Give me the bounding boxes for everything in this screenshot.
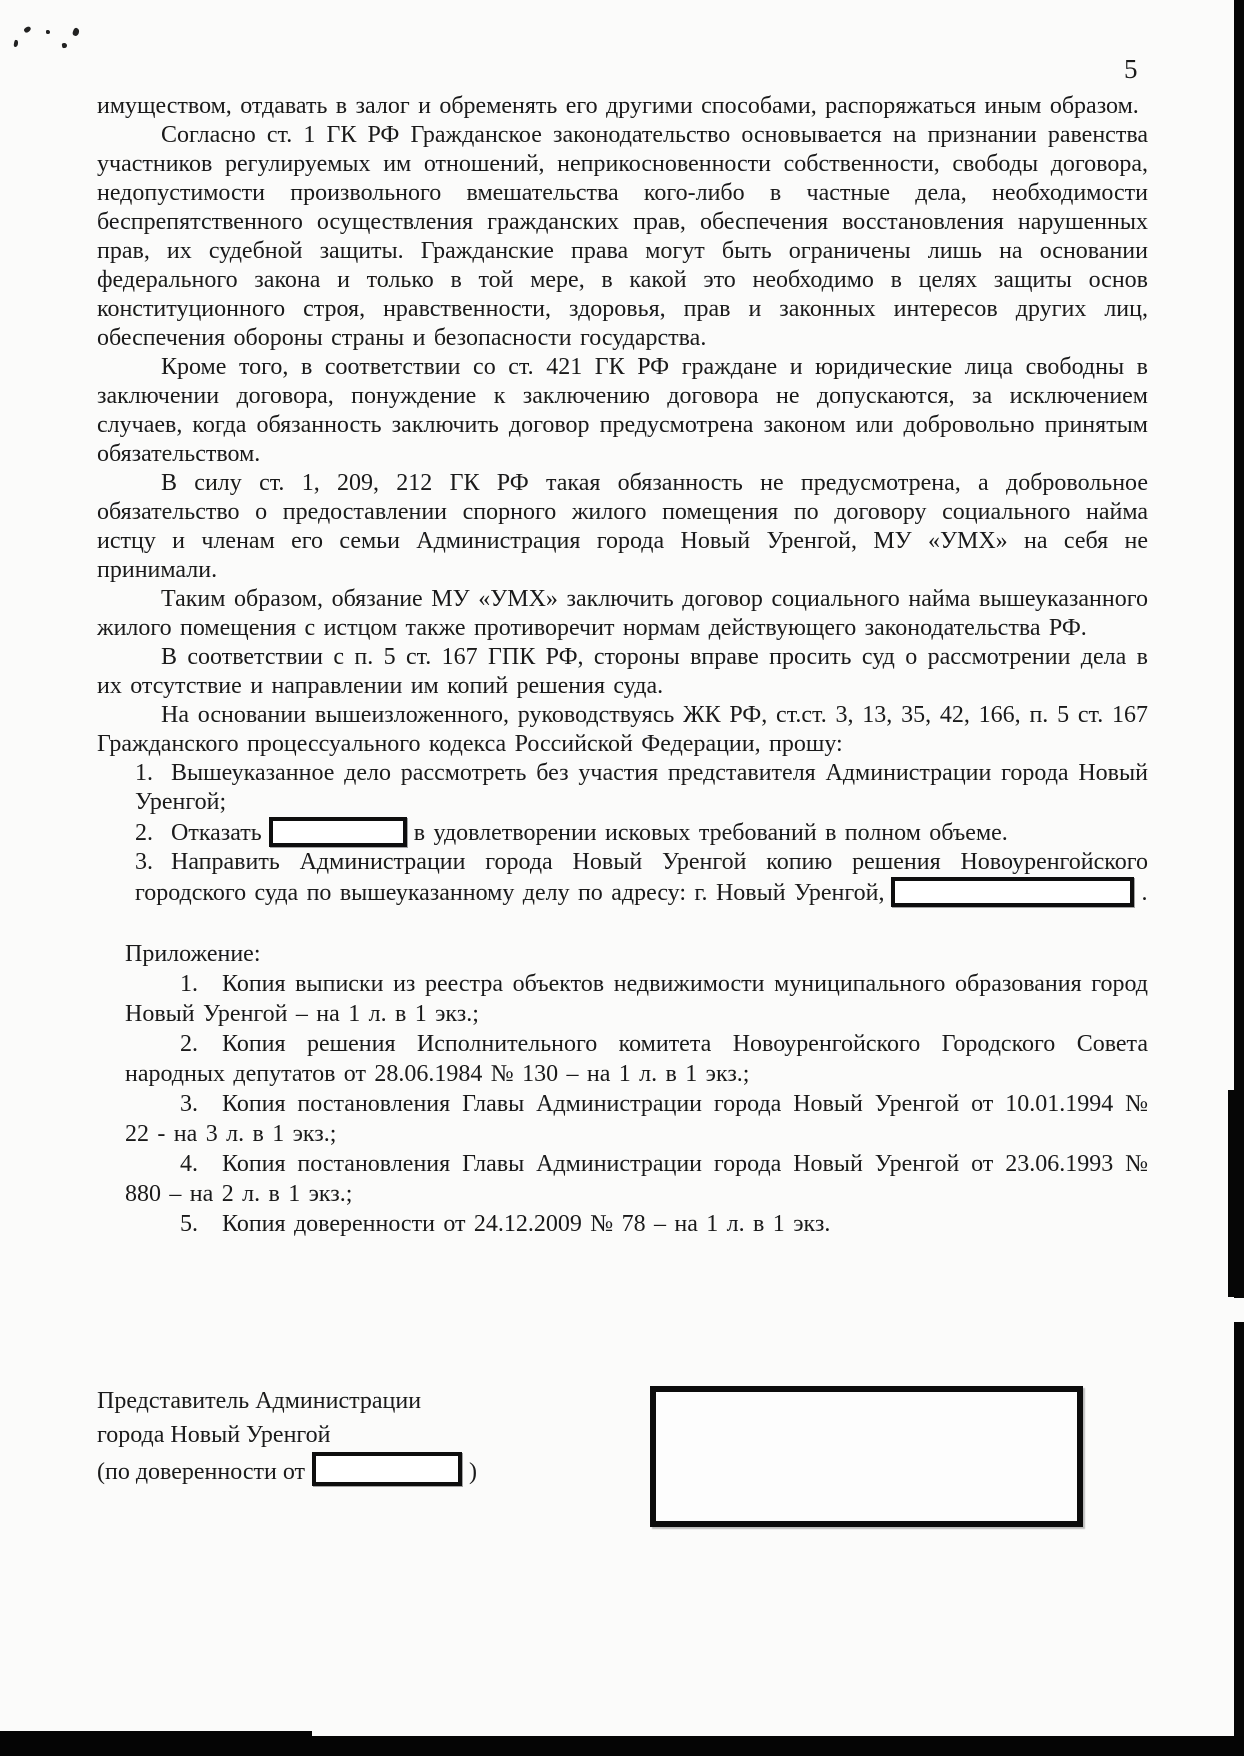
- paragraph: Таким образом, обязание МУ «УМХ» заключить договор социального найма вышеуказанного жилого помещения с истцом также противоречит нормам действующего законодательства РФ.: [97, 586, 1148, 641]
- attachment-item: [125, 969, 1148, 1029]
- paragraph: Кроме того, в соответствии со ст. 421 ГК РФ граждане и юридические лица свободны в заключении договора, понуждение к заключению договора не допускаются, за исключением случаев, когда обязанность заключить договор предусмотрена законом или добровольно принятым обязательством.: [97, 354, 1148, 467]
- request-item-text: Направить Администрации города Новый Уренгой копию решения Новоуренгойского городского суда по вышеуказанному делу по адресу: г. Новый Уренгой,: [135, 849, 1148, 906]
- request-item: [135, 817, 1148, 848]
- ink-speck: [13, 40, 18, 48]
- attachment-item-text: Копия постановления Главы Администрации города Новый Уренгой от 10.01.1994 № 22 - на 3 л. в 1 экз.;: [125, 1091, 1148, 1147]
- attachment-item: [125, 1029, 1148, 1089]
- signature-line: города Новый Уренгой: [97, 1422, 331, 1448]
- request-item-text: Вышеуказанное дело рассмотреть без участия представителя Администрации города Новый Уренгой;: [135, 760, 1148, 815]
- paragraph: имуществом, отдавать в залог и обременять его другими способами, распоряжаться иным образом.: [97, 93, 1139, 119]
- scan-artifact-right-bar: [1234, 0, 1244, 1756]
- redaction-box: [312, 1452, 462, 1486]
- redaction-box: [269, 817, 407, 847]
- paragraph: На основании вышеизложенного, руководствуясь ЖК РФ, ст.ст. 3, 13, 35, 42, 166, п. 5 ст. 167 Гражданского процессуального кодекса Российской Федерации, прошу:: [97, 702, 1148, 757]
- request-item-number: 2.: [135, 820, 153, 846]
- request-item: [135, 848, 1148, 908]
- scan-artifact-right-bar-wide: [1228, 1090, 1244, 1297]
- attachment-item-number: 5.: [180, 1211, 198, 1237]
- signature-block: [97, 1384, 477, 1489]
- paragraph: В силу ст. 1, 209, 212 ГК РФ такая обязанность не предусмотрена, а добровольное обязательство о предоставлении спорного жилого помещения по договору социального найма истцу и членам его семьи Администрация города Новый Уренгой, МУ «УМХ» на себя не принимали.: [97, 470, 1148, 583]
- attachments-section: [125, 939, 1148, 1239]
- request-item-text: в удовлетворении исковых требований в полном объеме.: [413, 820, 1008, 846]
- attachment-item-text: Копия выписки из реестра объектов недвижимости муниципального образования город Новый Уренгой – на 1 л. в 1 экз.;: [125, 971, 1148, 1027]
- ink-speck: [62, 43, 68, 49]
- ink-speck: [46, 30, 50, 34]
- request-item-number: 1.: [135, 760, 153, 786]
- attachment-item-text: Копия доверенности от 24.12.2009 № 78 – на 1 л. в 1 экз.: [222, 1211, 831, 1237]
- request-item-text: Отказать: [171, 820, 262, 846]
- attachment-item-text: Копия решения Исполнительного комитета Новоуренгойского Городского Совета народных депутатов от 28.06.1984 № 130 – на 1 л. в 1 экз.;: [125, 1031, 1148, 1087]
- request-item: [135, 759, 1148, 817]
- redaction-box: [891, 877, 1134, 907]
- scan-artifact-bottom-bar-left: [0, 1731, 312, 1756]
- attachment-item-text: Копия постановления Главы Администрации города Новый Уренгой от 23.06.1993 № 880 – на 2 л. в 1 экз.;: [125, 1151, 1148, 1207]
- ink-speck: [23, 25, 32, 33]
- attachments-title: Приложение:: [125, 941, 261, 967]
- request-item-number: 3.: [135, 849, 153, 875]
- attachment-item-number: 3.: [180, 1091, 198, 1117]
- ink-speck: [72, 27, 80, 37]
- document-body: [97, 92, 1148, 1239]
- signature-redaction-frame: [650, 1386, 1083, 1527]
- attachment-item-number: 1.: [180, 971, 198, 997]
- scan-artifact-right-bar-gap: [1228, 1298, 1244, 1322]
- paragraph: Согласно ст. 1 ГК РФ Гражданское законодательство основывается на признании равенства участников регулируемых им отношений, неприкосновенности собственности, свободы договора, недопустимости произвольного вмешательства кого-либо в частные дела, необходимости беспрепятственного осуществления гражданских прав, обеспечения восстановления нарушенных прав, их судебной защиты. Гражданские права могут быть ограничены лишь на основании федерального закона и только в той мере, в какой это необходимо в целях защиты основ конституционного строя, нравственности, здоровья, прав и законных интересов других лиц, обеспечения обороны страны и безопасности государства.: [97, 122, 1148, 351]
- request-item-text: .: [1141, 880, 1148, 906]
- attachment-item-number: 4.: [180, 1151, 198, 1177]
- attachment-item: [125, 1089, 1148, 1149]
- page-number: 5: [1124, 54, 1138, 84]
- signature-line: Представитель Администрации: [97, 1388, 422, 1414]
- paragraph: В соответствии с п. 5 ст. 167 ГПК РФ, стороны вправе просить суд о рассмотрении дела в их отсутствие и направлении им копий решения суда.: [97, 644, 1148, 699]
- attachment-item: [125, 1209, 1148, 1239]
- signature-line: (по доверенности от ): [97, 1452, 477, 1489]
- attachment-item-number: 2.: [180, 1031, 198, 1057]
- attachment-item: [125, 1149, 1148, 1209]
